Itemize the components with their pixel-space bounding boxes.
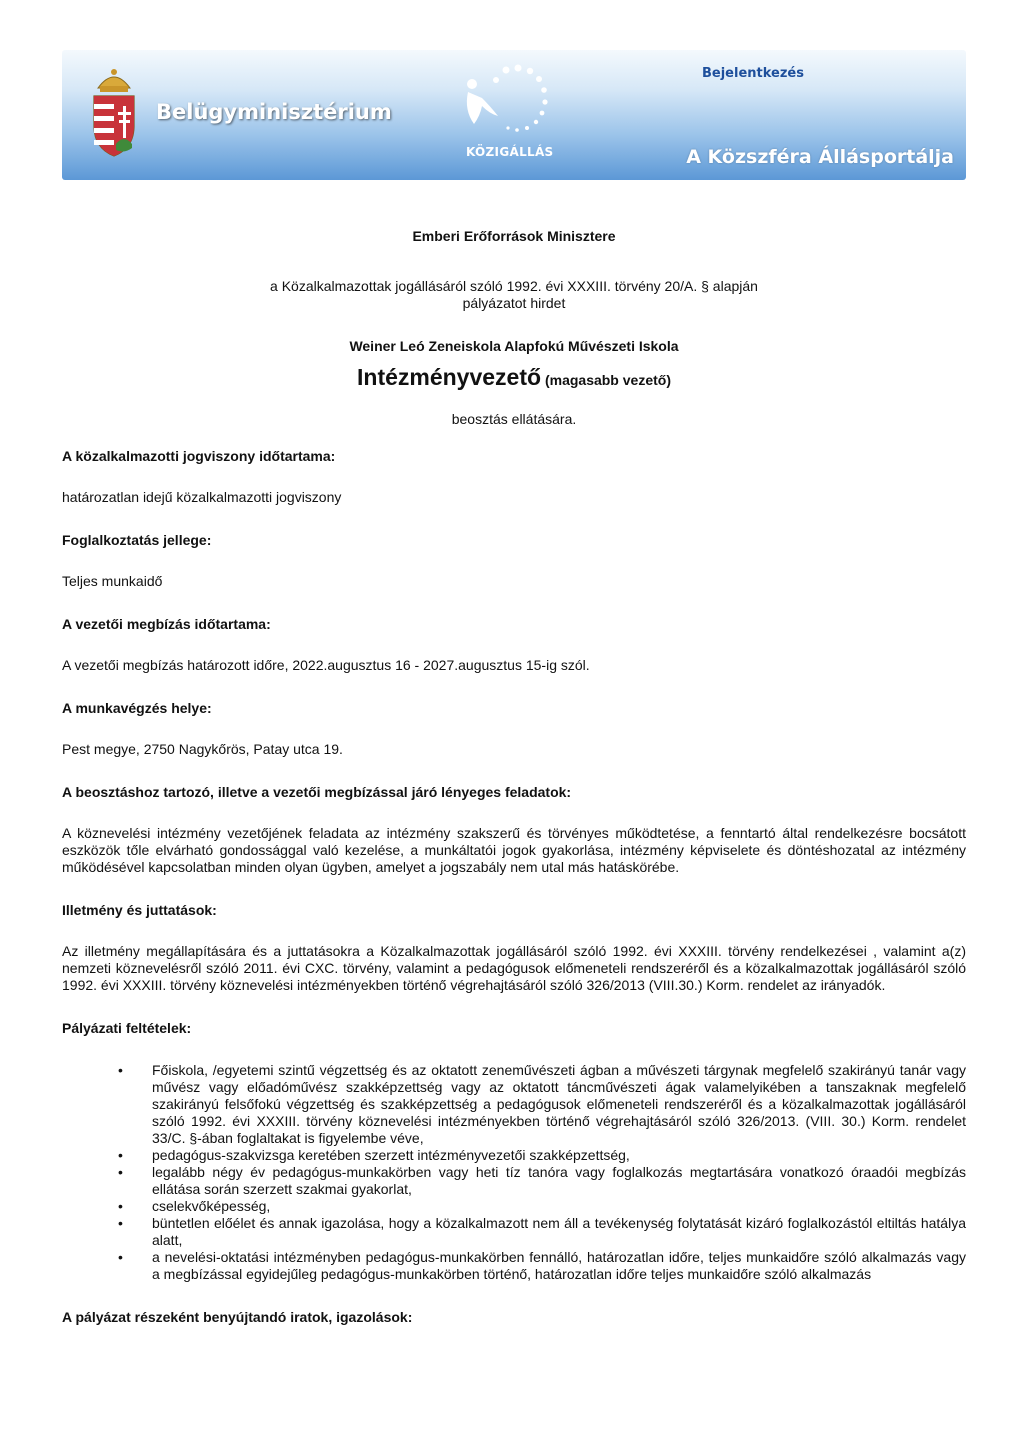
document-body [62,228,966,1326]
intro-line-2: pályázatot hirdet [462,295,566,311]
list-item: • pedagógus-szakvizsga keretében szerzett intézményvezetői szakképzettség, [118,1147,630,1163]
bullet: • [118,1147,123,1163]
bullet: • [118,1198,123,1214]
section-heading: A beosztáshoz tartozó, illetve a vezetői megbízással járó lényeges feladatok: [62,784,572,800]
coat-of-arms-icon [88,64,140,160]
list-item: • legalább négy év pedagógus-munkakörben vagy heti tíz tanóra vagy foglalkozás megtartására vonatkozó óraadói megbízás ellátása során szerzett szakmai gyakorlat, [118,1164,966,1197]
section-heading: A munkavégzés helye: [62,700,212,716]
position-suffix: beosztás ellátására. [451,411,577,427]
section-heading: Foglalkoztatás jellege: [62,532,212,548]
section-value: Pest megye, 2750 Nagykőrös, Patay utca 19. [62,741,343,757]
section-heading: A vezetői megbízás időtartama: [62,616,271,632]
list-item: • a nevelési-oktatási intézményben pedagógus-munkakörben fennálló, határozatlan időre, teljes munkaidőre szóló alkalmazás vagy a megbízással egyidejűleg pedagógus-munkakörben történő, határozatlan időre teljes munkaidőre szóló alkalmazás [118,1249,966,1282]
kozigallas-logo-icon [460,62,560,142]
header-banner [62,50,966,180]
bullet: • [118,1249,123,1265]
section-value: A vezetői megbízás határozott időre, 2022.augusztus 16 - 2027.augusztus 15-ig szól. [62,657,590,673]
section-value: Teljes munkaidő [62,573,163,589]
section-value: Az illetmény megállapítására és a juttatásokra a Közalkalmazottak jogállásáról szóló 1992. évi XXXIII. törvény rendelkezései , valamint a(z) nemzeti köznevelésről szóló 2011. évi CXC. törvény, valamint a pedagógusok előmeneteli rendszeréről és a közalkalmazottak jogállásáról szóló 1992. évi XXXIII. törvény köznevelési intézményekben történő végrehajtásáról szóló 326/2013 (VIII.30.) Korm. rendelet az irányadók. [62,943,966,993]
kozigallas-logo-text: KÖZIGÁLLÁS [466,145,554,159]
position-title: Intézményvezető [357,364,542,390]
bullet: • [118,1062,123,1078]
conditions-heading: Pályázati feltételek: [62,1020,192,1036]
documents-heading: A pályázat részeként benyújtandó iratok, igazolások: [62,1309,413,1325]
intro-text [62,278,966,312]
ministry-name: Belügyminisztérium [156,100,392,124]
section-value: határozatlan idejű közalkalmazotti jogviszony [62,489,342,505]
bullet: • [118,1215,123,1231]
position-subtitle: (magasabb vezető) [544,372,671,388]
bullet: • [118,1164,123,1180]
portal-title: A Közszféra Állásportálja [686,146,954,168]
list-item: • büntetlen előélet és annak igazolása, hogy a közalkalmazott nem áll a tevékenység folytatását kizáró foglalkozástól eltiltás hatálya alatt, [118,1215,966,1248]
conditions-list [62,1062,966,1283]
section-heading: A közalkalmazotti jogviszony időtartama: [62,448,336,464]
list-item: • cselekvőképesség, [118,1198,271,1214]
issuer: Emberi Erőforrások Minisztere [412,228,616,244]
section-heading: Illetmény és juttatások: [62,902,217,918]
position-title-row [62,364,966,390]
login-link[interactable]: Bejelentkezés [702,66,804,81]
section-value: A köznevelési intézmény vezetőjének feladata az intézmény szakszerű és törvényes működtetése, a fenntartó által rendelkezésre bocsátott eszközök tőle elvárható gondossággal való kezelése, a munkáltatói jogok gyakorlása, intézmény képviselete és döntéshozatal az intézmény működésével kapcsolatban minden olyan ügyben, amelyet a jogszabály nem utal más hatáskörébe. [62,825,966,875]
list-item: • Főiskola, /egyetemi szintű végzettség és az oktatott zeneművészeti ágban a művészeti tárgynak megfelelő szakirányú tanár vagy művész vagy előadóművész szakképzettség vagy az oktatott táncművészeti ágak valamelyikében a tanszaknak megfelelő szakirányú felsőfokú végzettség és szakképzettség a pedagógusok előmeneteli rendszeréről és a közalkalmazottak jogállásáról szóló 1992. évi XXXIII. törvény köznevelési intézményekben történő végrehajtásáról szóló 326/2013. (VIII. 30.) Korm. rendelet 33/C. §-ában foglaltakat is figyelembe véve, [118,1062,966,1146]
intro-line-1: a Közalkalmazottak jogállásáról szóló 1992. évi XXXIII. törvény 20/A. § alapján [270,278,758,294]
school-name: Weiner Leó Zeneiskola Alapfokú Művészeti Iskola [349,338,679,354]
